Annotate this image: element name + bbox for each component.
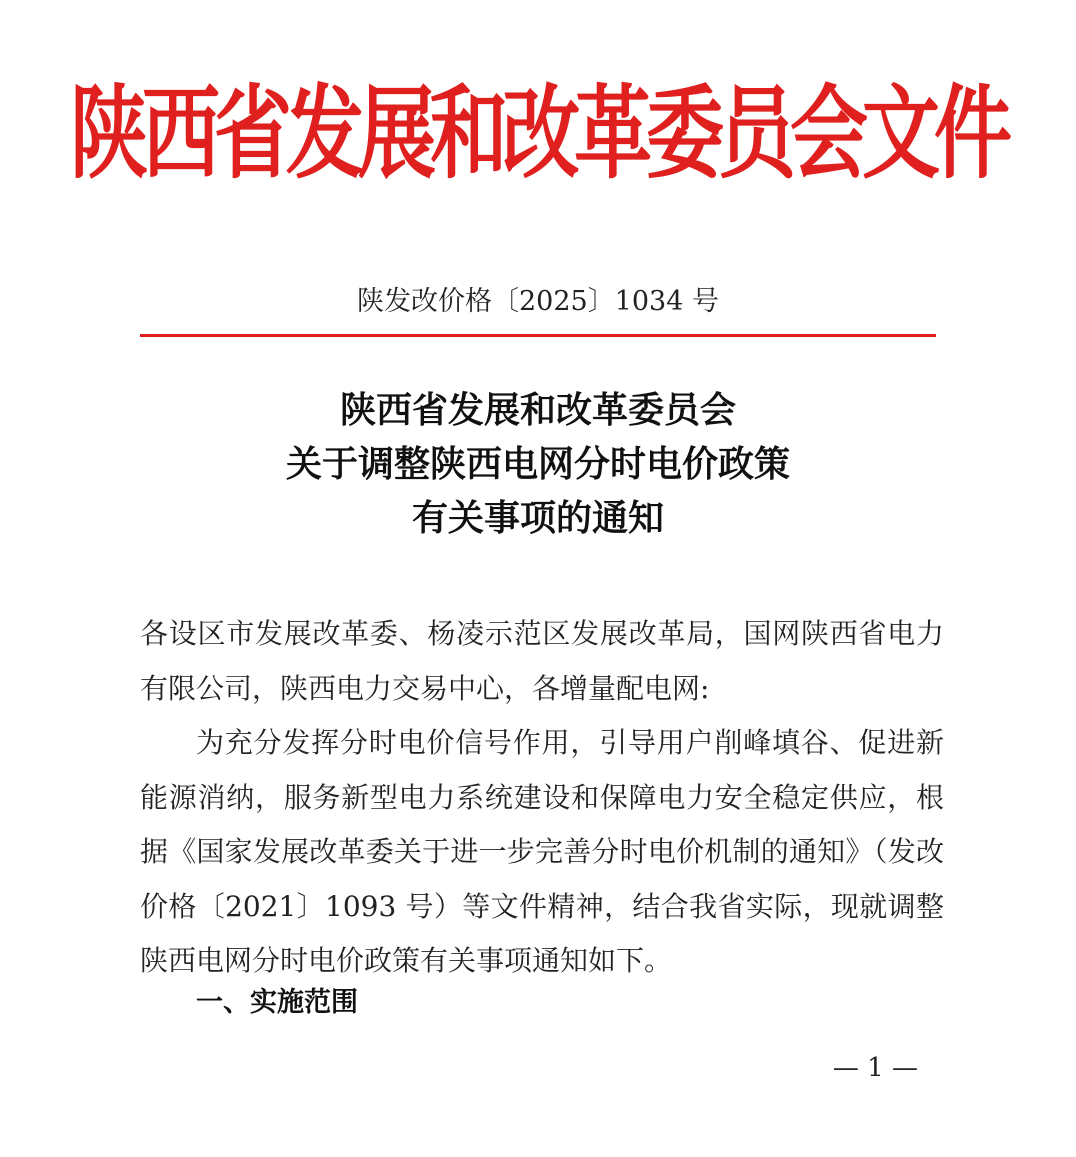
document-body: [140, 607, 944, 989]
section-heading-1: 一、实施范围: [196, 987, 358, 1018]
addressees-paragraph: 各设区市发展改革委、杨凌示范区发展改革局，国网陕西省电力有限公司，陕西电力交易中心，各增量配电网:: [140, 617, 944, 705]
title-line-1: 陕西省发展和改革委员会: [339, 390, 736, 431]
document-title: [0, 384, 1076, 546]
page-number: — 1 —: [832, 1053, 918, 1083]
document-number: 陕发改价格〔2025〕1034 号: [356, 286, 719, 317]
title-line-3: 有关事项的通知: [411, 498, 664, 539]
document-masthead: 陕西省发展和改革委员会文件: [69, 76, 1006, 194]
red-separator-line: [140, 334, 936, 337]
title-line-2: 关于调整陕西电网分时电价政策: [285, 444, 790, 485]
body-paragraph-1: 为充分发挥分时电价信号作用，引导用户削峰填谷、促进新能源消纳，服务新型电力系统建设和保障电力安全稳定供应，根据《国家发展改革委关于进一步完善分时电价机制的通知》（发改价格〔2021〕1093 号）等文件精神，结合我省实际，现就调整陕西电网分时电价政策有关事项通知如下。: [140, 726, 944, 977]
